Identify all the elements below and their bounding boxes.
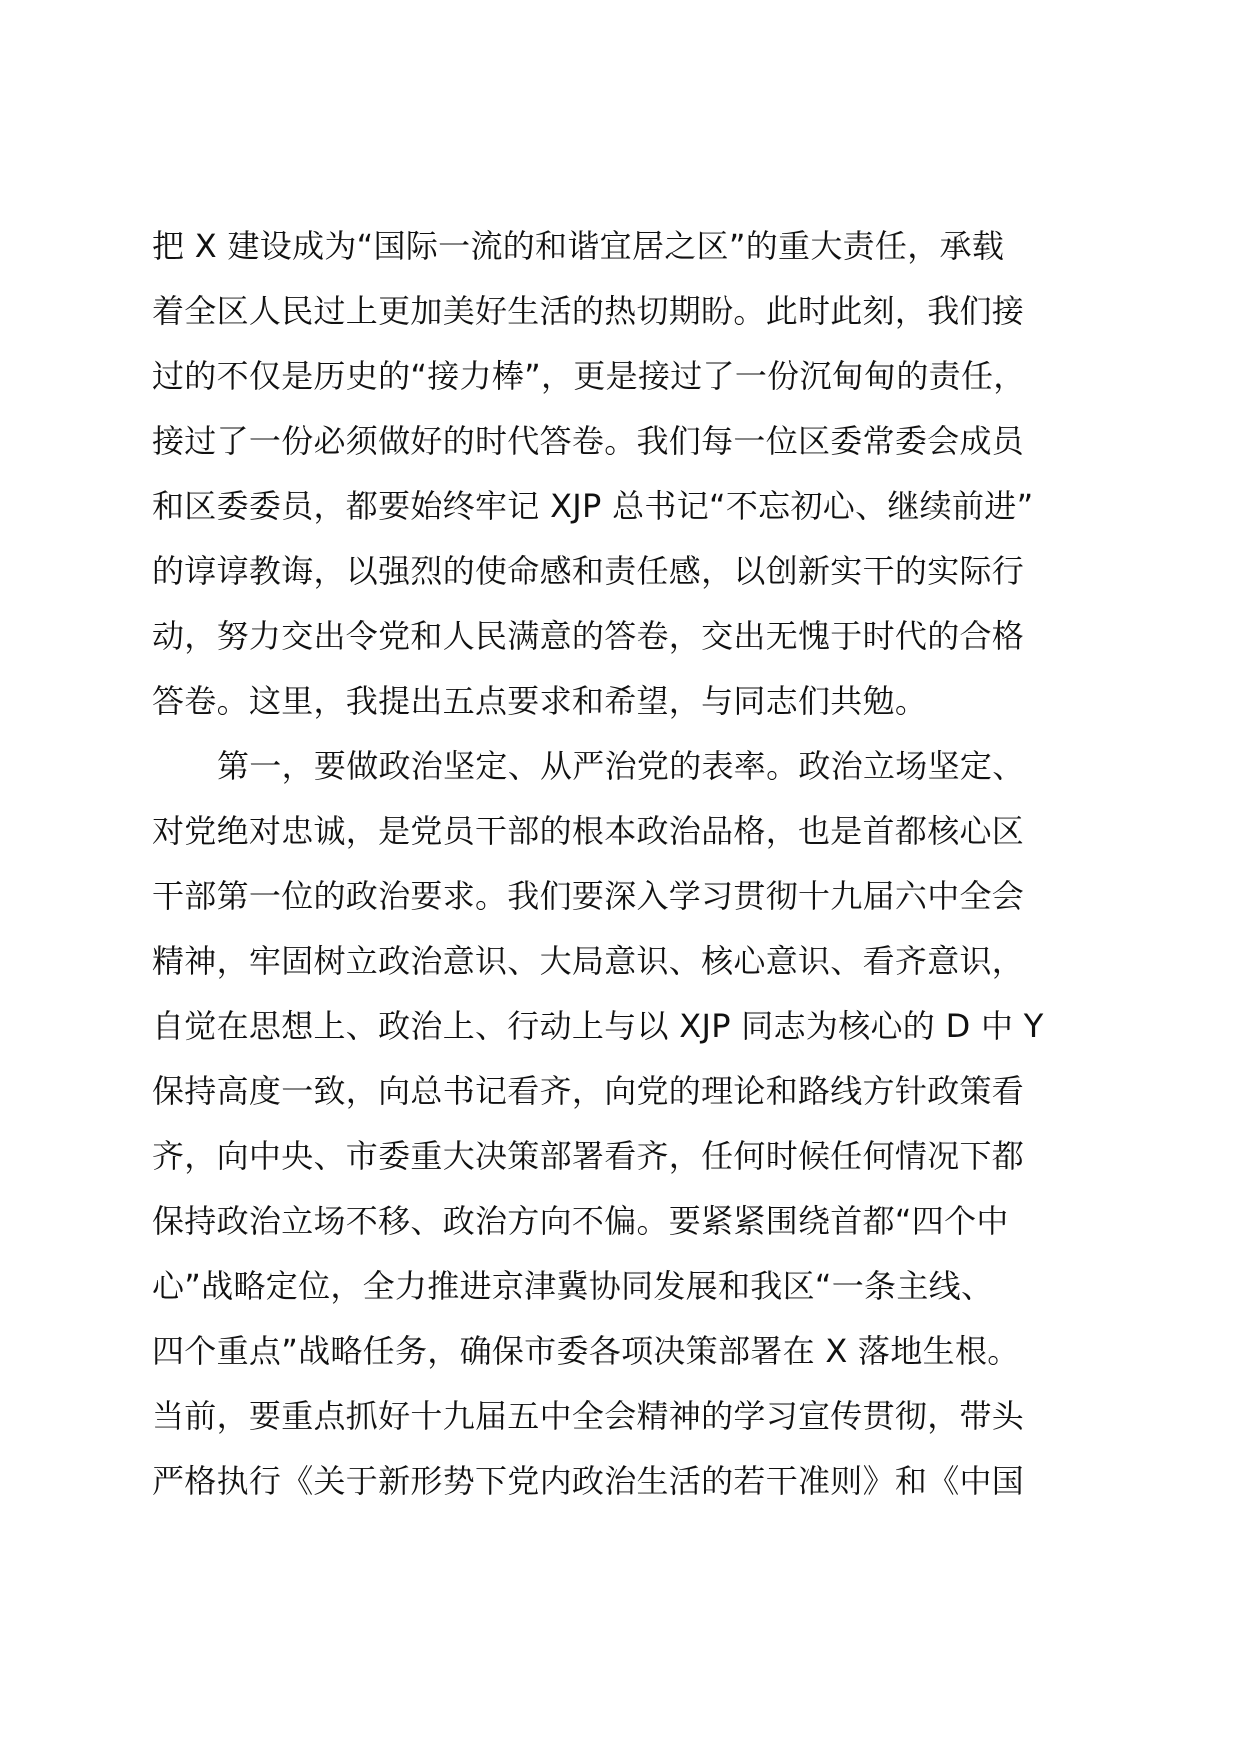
text-line: 保持高度一致，向总书记看齐，向党的理论和路线方针政策看 bbox=[152, 1072, 1025, 1110]
text-line: 和区委委员，都要始终牢记 XJP 总书记“不忘初心、继续前进” bbox=[152, 487, 1034, 525]
body-text bbox=[152, 214, 1087, 1514]
text-line: 干部第一位的政治要求。我们要深入学习贯彻十九届六中全会 bbox=[152, 877, 1025, 915]
text-line: 过的不仅是历史的“接力棒”，更是接过了一份沉甸甸的责任， bbox=[152, 357, 1026, 395]
text-line: 自觉在思想上、政治上、行动上与以 XJP 同志为核心的 D 中 Y bbox=[152, 1007, 1044, 1045]
text-line: 齐，向中央、市委重大决策部署看齐，任何时候任何情况下都 bbox=[152, 1137, 1025, 1175]
text-line: 动，努力交出令党和人民满意的答卷，交出无愧于时代的合格 bbox=[152, 617, 1025, 655]
text-line: 把 X 建设成为“国际一流的和谐宜居之区”的重大责任，承载 bbox=[152, 227, 1005, 265]
text-line: 四个重点”战略任务，确保市委各项决策部署在 X 落地生根。 bbox=[152, 1332, 1020, 1370]
text-line: 对党绝对忠诚，是党员干部的根本政治品格，也是首都核心区 bbox=[152, 812, 1025, 850]
text-line: 着全区人民过上更加美好生活的热切期盼。此时此刻，我们接 bbox=[152, 292, 1025, 330]
text-line: 当前，要重点抓好十九届五中全会精神的学习宣传贯彻，带头 bbox=[152, 1397, 1025, 1435]
text-line: 精神，牢固树立政治意识、大局意识、核心意识、看齐意识， bbox=[152, 942, 1025, 980]
text-line: 心”战略定位，全力推进京津冀协同发展和我区“一条主线、 bbox=[152, 1267, 994, 1305]
text-line: 的谆谆教诲，以强烈的使命感和责任感，以创新实干的实际行 bbox=[152, 552, 1025, 590]
text-line: 接过了一份必须做好的时代答卷。我们每一位区委常委会成员 bbox=[152, 422, 1025, 460]
text-line: 答卷。这里，我提出五点要求和希望，与同志们共勉。 bbox=[152, 682, 928, 720]
paragraph-first-line: 第一，要做政治坚定、从严治党的表率。政治立场坚定、 bbox=[217, 747, 1025, 785]
text-line: 严格执行《关于新形势下党内政治生活的若干准则》和《中国 bbox=[152, 1462, 1025, 1500]
text-line: 保持政治立场不移、政治方向不偏。要紧紧围绕首都“四个中 bbox=[152, 1202, 1009, 1240]
